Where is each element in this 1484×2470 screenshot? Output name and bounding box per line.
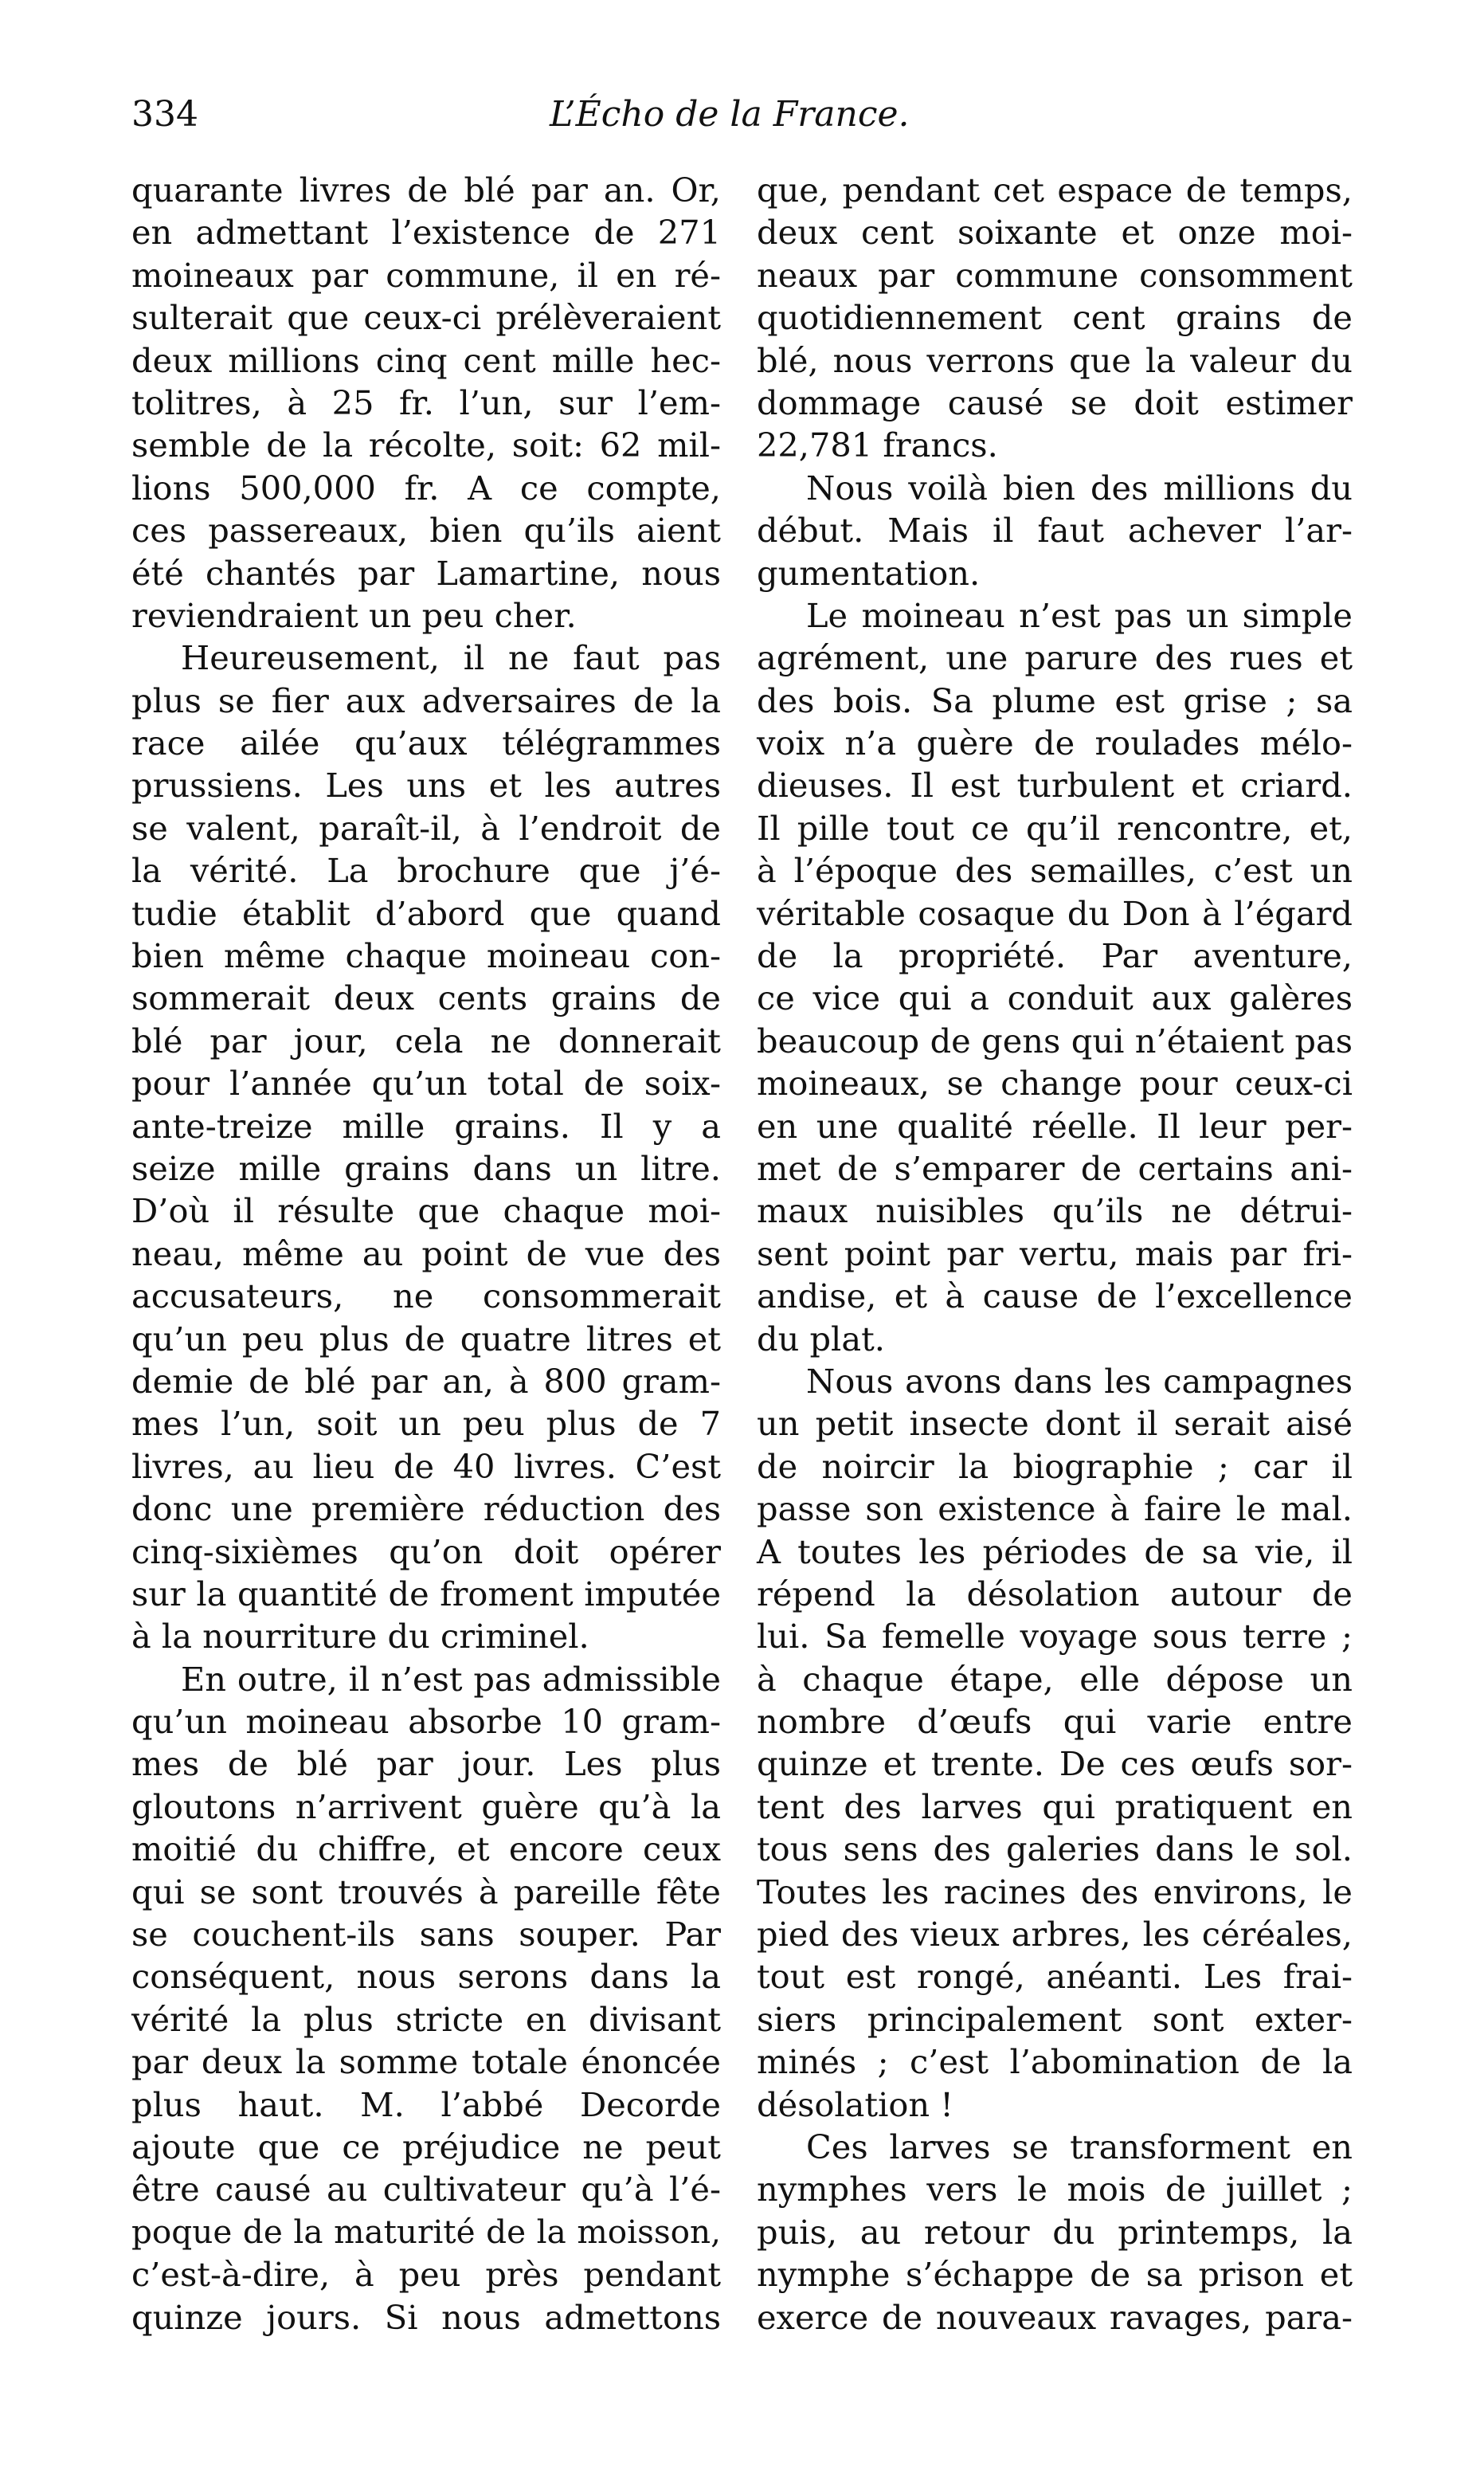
text-line: moitié du chiffre, et encore ceux (131, 1829, 721, 1869)
text-line: pour l’année qu’un total de soix- (131, 1064, 721, 1104)
text-line: Heureusement, il ne faut pas (181, 638, 721, 678)
text-line: blé par jour, cela ne donnerait (131, 1021, 721, 1061)
text-line: se couchent-ils sans souper. Par (131, 1915, 721, 1954)
text-line: gloutons n’arrivent guère qu’à la (131, 1786, 721, 1826)
text-line: quinze jours. Si nous admettons (131, 2297, 721, 2337)
text-line: plus haut. M. l’abbé Decorde (131, 2084, 721, 2124)
text-line: sent point par vertu, mais par fri- (757, 1233, 1353, 1273)
text-line: bien même chaque moineau con- (131, 936, 721, 976)
text-line: été chantés par Lamartine, nous (131, 553, 721, 593)
text-line: de noircir la biographie ; car il (757, 1446, 1353, 1486)
text-line: Nous avons dans les campagnes (806, 1361, 1353, 1401)
text-line: beaucoup de gens qui n’étaient pas (757, 1021, 1353, 1061)
text-line: En outre, il n’est pas admissible (181, 1659, 721, 1699)
text-line: par deux la somme totale énoncée (131, 2042, 721, 2082)
text-line: des bois. Sa plume est grise ; sa (757, 680, 1353, 720)
text-line: deux millions cinq cent mille hec- (131, 340, 721, 380)
text-line: nymphe s’échappe de sa prison et (757, 2255, 1353, 2295)
text-line: à chaque étape, elle dépose un (757, 1659, 1353, 1699)
text-line: neau, même au point de vue des (131, 1233, 721, 1273)
text-line: A toutes les périodes de sa vie, il (757, 1531, 1353, 1571)
text-line: la vérité. La brochure que j’é- (131, 851, 721, 891)
text-line: passe son existence à faire le mal. (757, 1489, 1353, 1529)
text-line: en une qualité réelle. Il leur per- (757, 1106, 1353, 1146)
text-line: moineaux par commune, il en ré- (131, 255, 721, 295)
text-line: neaux par commune consomment (757, 255, 1353, 295)
text-line: 22,781 francs. (757, 425, 998, 465)
text-line: conséquent, nous serons dans la (131, 1957, 721, 1997)
text-line: agrément, une parure des rues et (757, 638, 1353, 678)
text-line: prussiens. Les uns et les autres (131, 766, 721, 806)
text-line: siers principalement sont exter- (757, 1999, 1353, 2039)
text-line: deux cent soixante et onze moi- (757, 213, 1353, 253)
text-line: qui se sont trouvés à pareille fête (131, 1872, 721, 1911)
text-line: maux nuisibles qu’ils ne détrui- (757, 1191, 1353, 1231)
running-title: L’Écho de la France. (550, 94, 910, 135)
text-line: Ces larves se transforment en (806, 2127, 1353, 2166)
text-line: reviendraient un peu cher. (131, 595, 577, 635)
text-line: Il pille tout ce qu’il rencontre, et, (757, 808, 1353, 848)
text-line: pied des vieux arbres, les céréales, (757, 1915, 1353, 1954)
text-line: vérité la plus stricte en divisant (131, 1999, 721, 2039)
text-line: Toutes les racines des environs, le (757, 1872, 1353, 1911)
text-line: que, pendant cet espace de temps, (757, 171, 1353, 210)
text-line: c’est-à-dire, à peu près pendant (131, 2255, 721, 2295)
text-line: début. Mais il faut achever l’ar- (757, 511, 1353, 551)
text-line: répend la désolation autour de (757, 1574, 1353, 1613)
text-line: mes l’un, soit un peu plus de 7 (131, 1404, 721, 1444)
text-line: désolation ! (757, 2084, 953, 2124)
page-header (131, 94, 1358, 142)
text-line: dieuses. Il est turbulent et criard. (757, 766, 1353, 806)
text-line: se valent, paraît-il, à l’endroit de (131, 808, 721, 848)
page-number: 334 (131, 94, 198, 135)
text-line: véritable cosaque du Don à l’égard (757, 893, 1353, 933)
text-line: plus se fier aux adversaires de la (131, 680, 721, 720)
text-line: tous sens des galeries dans le sol. (757, 1829, 1353, 1869)
text-line: tout est rongé, anéanti. Les frai- (757, 1957, 1353, 1997)
text-line: en admettant l’existence de 271 (131, 213, 721, 253)
text-line: qu’un peu plus de quatre litres et (131, 1319, 721, 1358)
text-line: tent des larves qui pratiquent en (757, 1786, 1353, 1826)
text-line: lions 500,000 fr. A ce compte, (131, 468, 721, 508)
text-line: met de s’emparer de certains ani- (757, 1148, 1353, 1188)
text-line: moineaux, se change pour ceux-ci (757, 1064, 1353, 1104)
text-line: ajoute que ce préjudice ne peut (131, 2127, 721, 2166)
text-line: ce vice qui a conduit aux galères (757, 978, 1353, 1018)
text-line: nombre d’œufs qui varie entre (757, 1702, 1353, 1742)
text-line: seize mille grains dans un litre. (131, 1148, 721, 1188)
text-line: sulterait que ceux-ci prélèveraient (131, 298, 721, 338)
text-line: un petit insecte dont il serait aisé (757, 1404, 1353, 1444)
text-column-right (757, 169, 1353, 2339)
text-line: quotidiennement cent grains de (757, 298, 1353, 338)
text-line: lui. Sa femelle voyage sous terre ; (757, 1617, 1353, 1656)
text-line: Nous voilà bien des millions du (806, 468, 1353, 508)
text-line: accusateurs, ne consommerait (131, 1276, 721, 1316)
text-line: ante-treize mille grains. Il y a (131, 1106, 721, 1146)
text-line: puis, au retour du printemps, la (757, 2212, 1353, 2252)
text-line: ces passereaux, bien qu’ils aient (131, 511, 721, 551)
text-line: donc une première réduction des (131, 1489, 721, 1529)
text-line: demie de blé par an, à 800 gram- (131, 1361, 721, 1401)
text-line: sur la quantité de froment imputée (131, 1574, 721, 1613)
text-line: race ailée qu’aux télégrammes (131, 723, 721, 763)
text-line: à la nourriture du criminel. (131, 1617, 589, 1656)
text-line: voix n’a guère de roulades mélo- (757, 723, 1353, 763)
text-line: sommerait deux cents grains de (131, 978, 721, 1018)
text-line: être causé au cultivateur qu’à l’é- (131, 2170, 721, 2209)
text-line: andise, et à cause de l’excellence (757, 1276, 1353, 1316)
text-line: nymphes vers le mois de juillet ; (757, 2170, 1353, 2209)
text-line: de la propriété. Par aventure, (757, 936, 1353, 976)
text-line: mes de blé par jour. Les plus (131, 1744, 721, 1784)
text-line: D’où il résulte que chaque moi- (131, 1191, 721, 1231)
text-line: dommage causé se doit estimer (757, 382, 1353, 422)
text-line: gumentation. (757, 553, 981, 593)
text-line: tudie établit d’abord que quand (131, 893, 721, 933)
text-line: poque de la maturité de la moisson, (131, 2212, 721, 2251)
text-line: minés ; c’est l’abomination de la (757, 2042, 1353, 2082)
text-column-left (131, 169, 721, 2339)
text-line: tolitres, à 25 fr. l’un, sur l’em- (131, 382, 721, 422)
text-line: à l’époque des semailles, c’est un (757, 851, 1353, 891)
text-line: cinq-sixièmes qu’on doit opérer (131, 1531, 721, 1571)
text-line: quarante livres de blé par an. Or, (131, 171, 721, 210)
text-line: du plat. (757, 1319, 885, 1358)
text-line: qu’un moineau absorbe 10 gram- (131, 1702, 721, 1742)
text-line: livres, au lieu de 40 livres. C’est (131, 1446, 721, 1486)
text-line: Le moineau n’est pas un simple (806, 595, 1353, 635)
text-line: quinze et trente. De ces œufs sor- (757, 1744, 1353, 1784)
text-line: semble de la récolte, soit: 62 mil- (131, 425, 721, 465)
text-line: exerce de nouveaux ravages, para- (757, 2297, 1353, 2337)
text-line: blé, nous verrons que la valeur du (757, 340, 1353, 380)
